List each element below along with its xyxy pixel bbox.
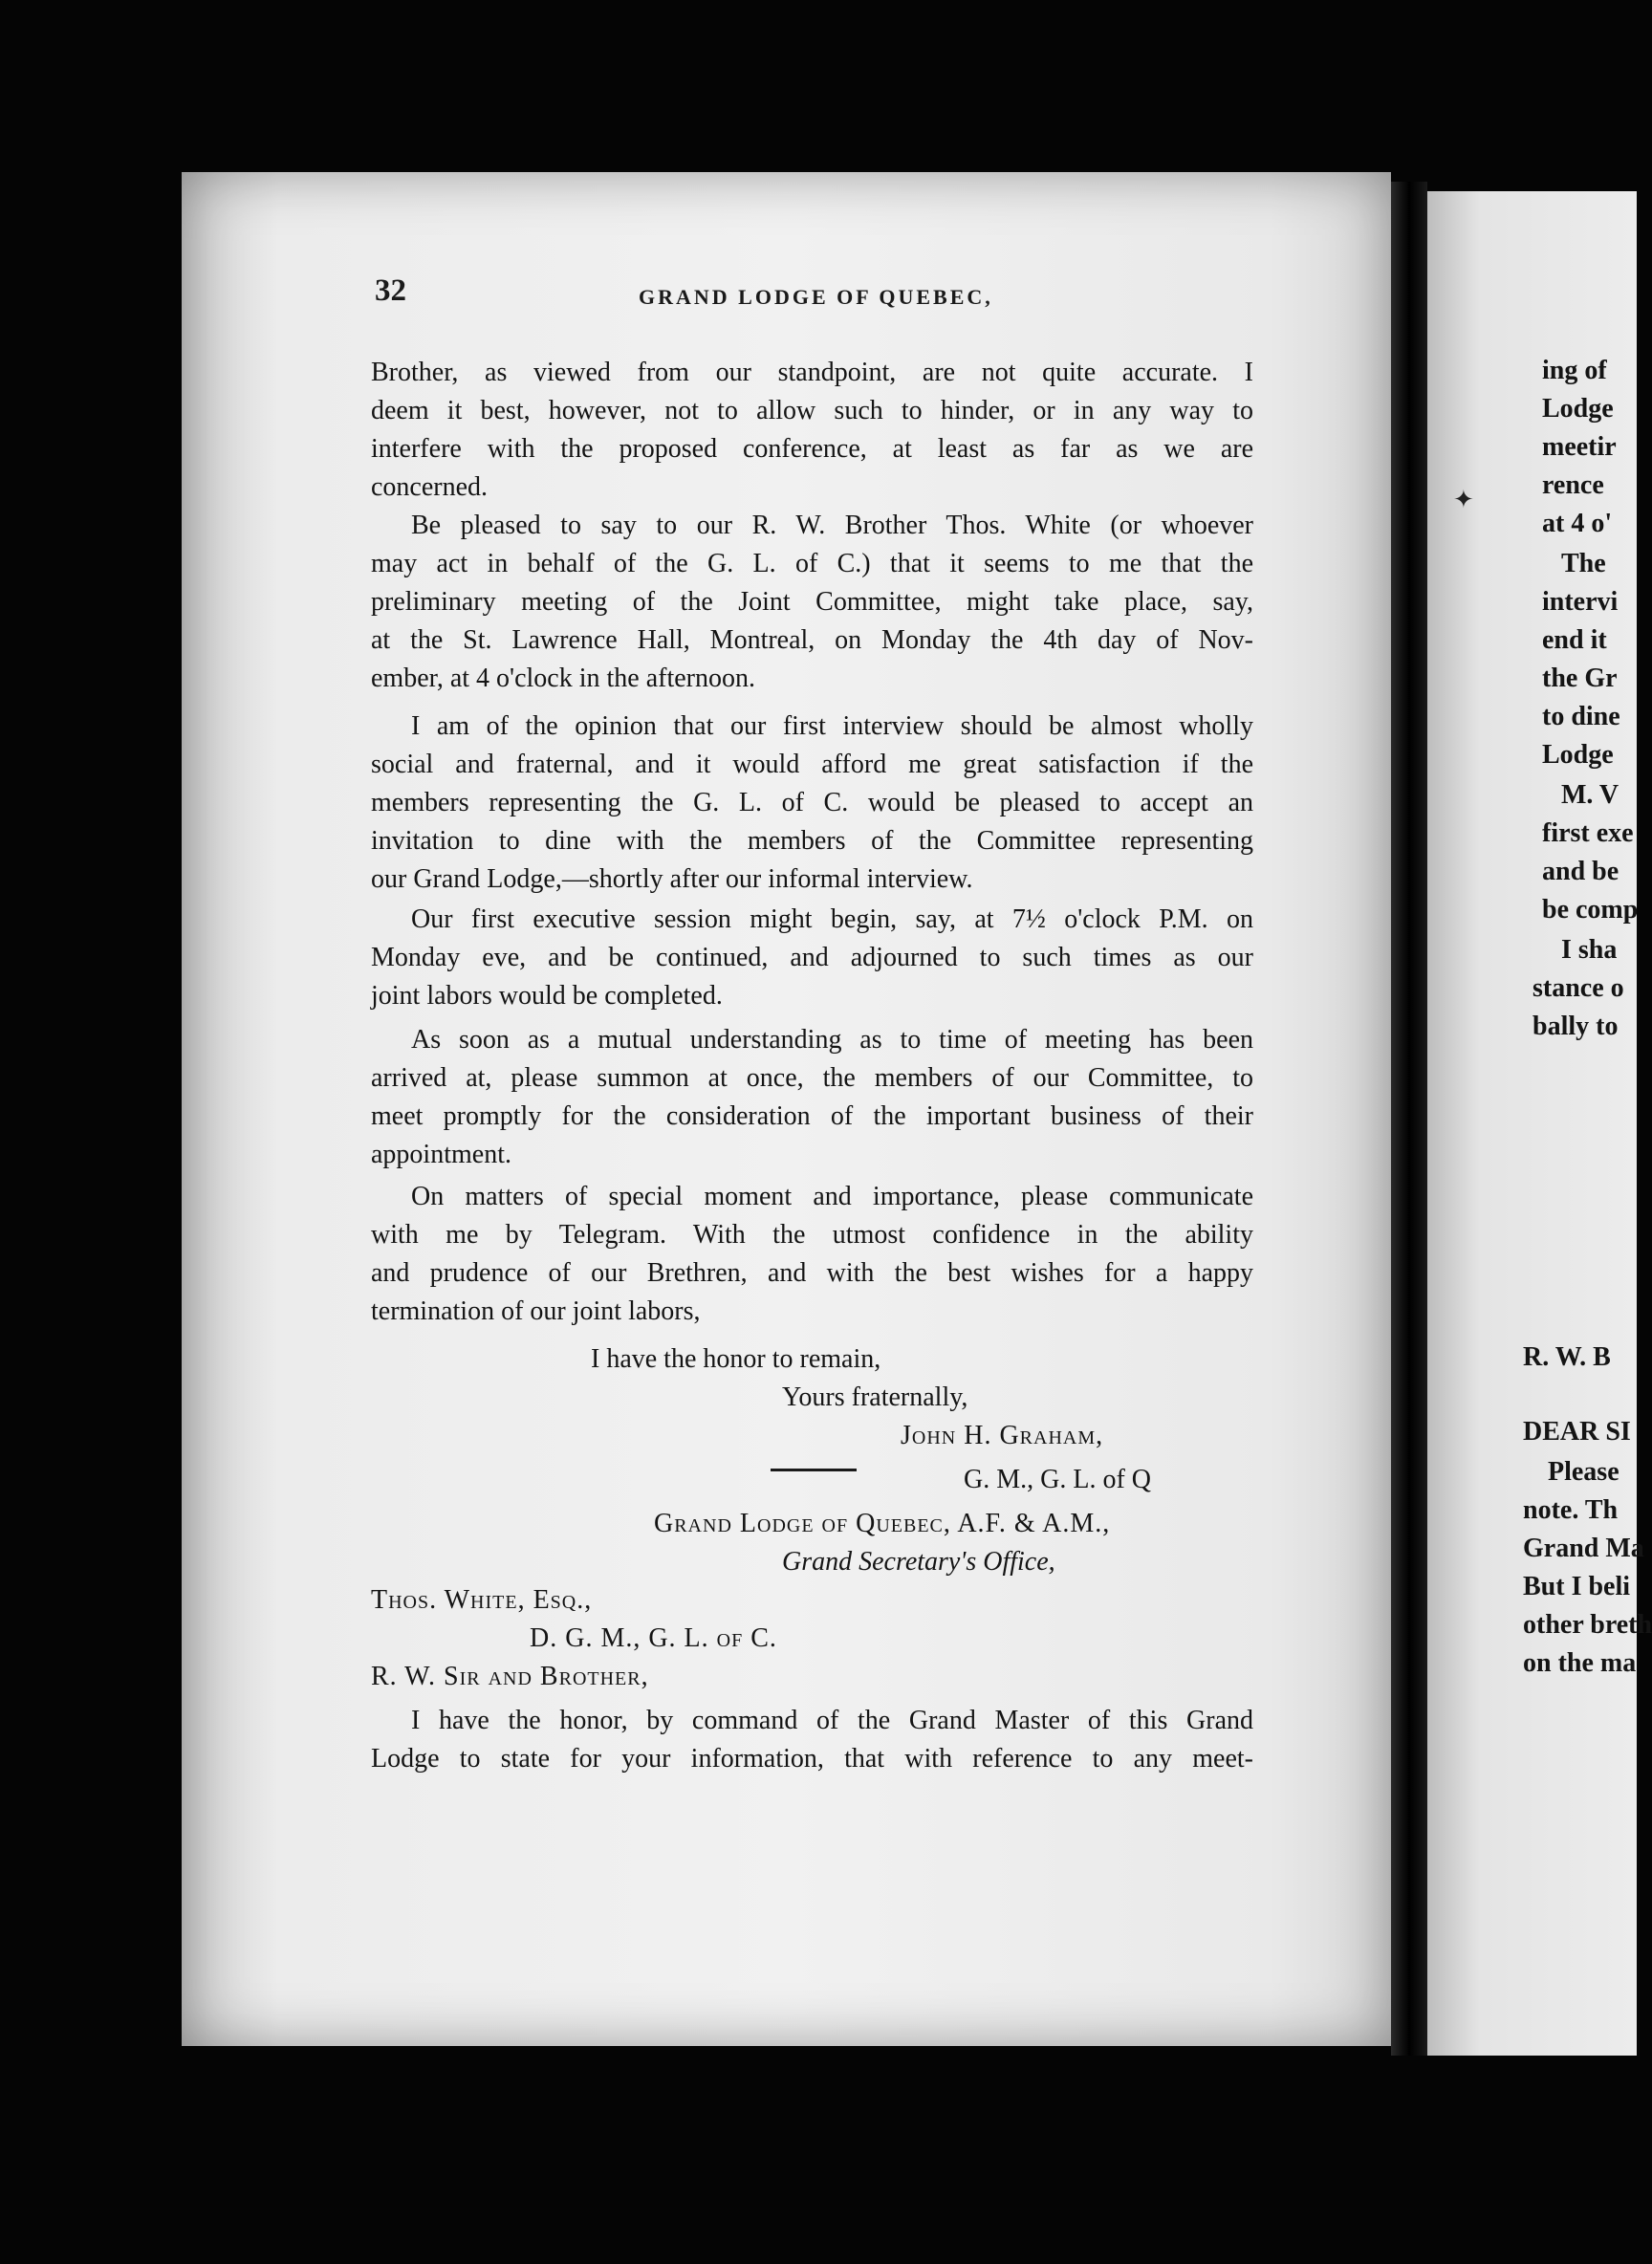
right-page-line: The bbox=[1561, 549, 1606, 578]
right-page-line: on the ma bbox=[1523, 1648, 1637, 1678]
letter-addressee: Thos. White, Esq., bbox=[371, 1585, 593, 1615]
body-line-9: ember, at 4 o'clock in the afternoon. bbox=[371, 664, 755, 693]
body-line-13: invitation to dine with the members of the Committee representing bbox=[371, 826, 1253, 856]
right-page-line: rence bbox=[1542, 470, 1604, 500]
book-gutter bbox=[1391, 182, 1427, 2056]
letter-header-office: Grand Secretary's Office, bbox=[782, 1547, 1055, 1577]
letter-salutation: R. W. Sir and Brother, bbox=[371, 1662, 649, 1691]
body-line-6: may act in behalf of the G. L. of C.) that it seems to me that the bbox=[371, 549, 1253, 578]
body-line-25: termination of our joint labors, bbox=[371, 1296, 701, 1326]
right-page-line: But I beli bbox=[1523, 1572, 1631, 1601]
body-line-19: arrived at, please summon at once, the members of our Committee, to bbox=[371, 1063, 1253, 1093]
right-page-line: Grand Ma bbox=[1523, 1534, 1644, 1563]
body-line-5: Be pleased to say to our R. W. Brother Thos. White (or whoever bbox=[411, 511, 1253, 540]
signature-title: G. M., G. L. of Q bbox=[964, 1465, 1151, 1494]
body-line-7: preliminary meeting of the Joint Committee, might take place, say, bbox=[371, 587, 1253, 617]
right-page-line: Lodge bbox=[1542, 394, 1614, 424]
letter-body-line-2: Lodge to state for your information, that with reference to any meet- bbox=[371, 1744, 1253, 1774]
body-line-12: members representing the G. L. of C. would be pleased to accept an bbox=[371, 788, 1253, 817]
right-page-line: at 4 o' bbox=[1542, 509, 1613, 538]
running-head: GRAND LODGE OF QUEBEC, bbox=[639, 285, 993, 309]
body-line-16: Monday eve, and be continued, and adjourned to such times as our bbox=[371, 943, 1253, 972]
letter-addressee-title: D. G. M., G. L. of C. bbox=[530, 1623, 777, 1653]
body-line-14: our Grand Lodge,—shortly after our informal interview. bbox=[371, 864, 973, 894]
page-number: 32 bbox=[375, 273, 406, 308]
right-page-line: note. Th bbox=[1523, 1495, 1619, 1525]
body-line-18: As soon as a mutual understanding as to time of meeting has been bbox=[411, 1025, 1253, 1055]
body-line-3: interfere with the proposed conference, at least as far as we are bbox=[371, 434, 1253, 464]
letter-header-from: Grand Lodge of Quebec, A.F. & A.M., bbox=[654, 1509, 1111, 1538]
body-line-10: I am of the opinion that our first interview should be almost wholly bbox=[411, 711, 1253, 741]
right-page-line: Please bbox=[1548, 1457, 1619, 1487]
body-line-20: meet promptly for the consideration of the important business of their bbox=[371, 1101, 1253, 1131]
right-page-line: to dine bbox=[1542, 702, 1620, 731]
body-line-1: Brother, as viewed from our standpoint, are not quite accurate. I bbox=[371, 358, 1253, 387]
closing-line-1: I have the honor to remain, bbox=[591, 1344, 881, 1374]
right-page-line: Lodge bbox=[1542, 740, 1614, 770]
right-page bbox=[1427, 191, 1652, 2056]
right-page-line: stance o bbox=[1532, 973, 1624, 1003]
right-page-line: intervi bbox=[1542, 587, 1619, 617]
right-page-line: I sha bbox=[1561, 935, 1618, 965]
body-line-23: with me by Telegram. With the utmost confidence in the ability bbox=[371, 1220, 1253, 1250]
right-page-line: first exe bbox=[1542, 818, 1634, 848]
signature-name: John H. Graham, bbox=[901, 1421, 1104, 1450]
body-line-15: Our first executive session might begin, say, at 7½ o'clock P.M. on bbox=[411, 904, 1253, 934]
body-line-2: deem it best, however, not to allow such to hinder, or in any way to bbox=[371, 396, 1253, 425]
body-line-21: appointment. bbox=[371, 1140, 511, 1169]
right-page-line: bally to bbox=[1532, 1012, 1619, 1041]
body-line-8: at the St. Lawrence Hall, Montreal, on Monday the 4th day of Nov- bbox=[371, 625, 1253, 655]
right-page-line: be comp bbox=[1542, 895, 1639, 925]
right-page-line: DEAR SI bbox=[1523, 1417, 1631, 1447]
right-page-line: other breth bbox=[1523, 1610, 1652, 1640]
right-page-line: end it bbox=[1542, 625, 1607, 655]
right-page-line: and be bbox=[1542, 857, 1619, 886]
ink-speck: ✦ bbox=[1453, 486, 1474, 513]
body-line-24: and prudence of our Brethren, and with the best wishes for a happy bbox=[371, 1258, 1253, 1288]
right-page-line: meetir bbox=[1542, 432, 1617, 462]
right-page-line: the Gr bbox=[1542, 664, 1618, 693]
right-page-line: M. V bbox=[1561, 780, 1619, 810]
body-line-22: On matters of special moment and importance, please communicate bbox=[411, 1182, 1253, 1211]
letter-body-line-1: I have the honor, by command of the Grand Master of this Grand bbox=[411, 1706, 1253, 1735]
section-divider-rule bbox=[771, 1469, 857, 1471]
body-line-4: concerned. bbox=[371, 472, 489, 502]
body-line-17: joint labors would be completed. bbox=[371, 981, 723, 1011]
closing-line-2: Yours fraternally, bbox=[782, 1382, 968, 1412]
right-page-line: ing of bbox=[1542, 356, 1607, 385]
right-page-line: R. W. B bbox=[1523, 1342, 1611, 1372]
body-line-11: social and fraternal, and it would afford me great satisfaction if the bbox=[371, 750, 1253, 779]
